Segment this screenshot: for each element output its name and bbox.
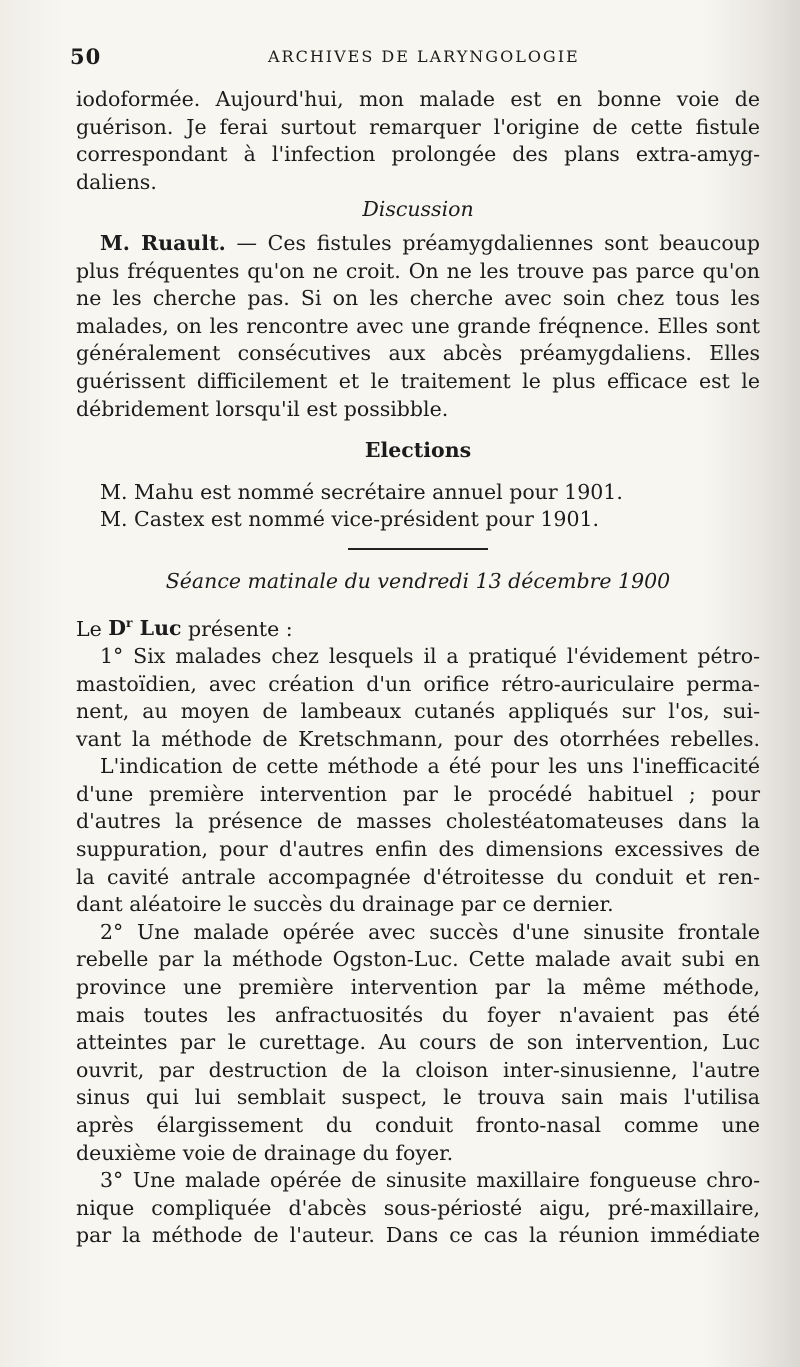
text-line: L'indication de cette méthode a été pour les uns l'inefficacité bbox=[100, 754, 760, 779]
paragraph-fistule bbox=[76, 86, 760, 196]
text-line: la cavité antrale accompagnée d'étroitesse du conduit et ren- bbox=[76, 864, 760, 889]
running-head: ARCHIVES DE LARYNGOLOGIE bbox=[268, 47, 580, 66]
elections-heading: Elections bbox=[364, 438, 472, 463]
text-line: correspondant à l'infection prolongée des plans extra-amyg- bbox=[76, 142, 760, 167]
text-line: plus fréquentes qu'on ne croit. On ne les trouve pas parce qu'on bbox=[76, 258, 760, 283]
text-line: ouvrit, par destruction de la cloison inter-sinusienne, l'autre bbox=[76, 1057, 760, 1082]
page-header bbox=[70, 44, 760, 74]
text-line: iodoformée. Aujourd'hui, mon malade est en bonne voie de bbox=[76, 87, 760, 111]
text-line: 2° Une malade opérée avec succès d'une sinusite frontale bbox=[100, 919, 760, 944]
text-line: province une première intervention par la même méthode, bbox=[76, 975, 760, 1000]
text-line: guérison. Je ferai surtout remarquer l'origine de cette fistule bbox=[76, 114, 760, 139]
text-line: d'autres la présence de masses cholestéatomateuses dans la bbox=[76, 809, 760, 834]
text-line: sinus qui lui semblait suspect, le trouva sain mais l'utilisa bbox=[76, 1085, 760, 1110]
text-line: par la méthode de l'auteur. Dans ce cas la réunion immédiate bbox=[76, 1223, 760, 1248]
item-2 bbox=[76, 919, 760, 1167]
text-line: deuxième voie de drainage du foyer. bbox=[76, 1140, 454, 1165]
text-line: vant la méthode de Kretschmann, pour des otorrhées rebelles. bbox=[76, 726, 760, 751]
text-line: 3° Une malade opérée de sinusite maxillaire fongueuse chro- bbox=[100, 1168, 760, 1193]
text-line bbox=[76, 610, 760, 643]
luc-intro bbox=[76, 610, 760, 643]
text-line: après élargissement du conduit fronto-nasal comme une bbox=[76, 1113, 760, 1138]
text-line: mais toutes les anfractuosités du foyer n'avaient pas été bbox=[76, 1002, 760, 1027]
text-line: nent, au moyen de lambeaux cutanés appliqués sur l'os, sui- bbox=[76, 699, 760, 724]
text-span: D bbox=[108, 616, 127, 641]
superscript: r bbox=[126, 615, 133, 631]
text-line: guérissent difficilement et le traitement le plus efficace est le bbox=[76, 368, 760, 393]
seance-heading: Séance matinale du vendredi 13 décembre 1900 bbox=[165, 568, 671, 593]
election-item: M. Castex est nommé vice-président pour 1901. bbox=[100, 507, 600, 532]
text-line: daliens. bbox=[76, 169, 157, 194]
text-line: atteintes par le curettage. Au cours de son intervention, Luc bbox=[76, 1030, 760, 1055]
text-line: débridement lorsqu'il est possibble. bbox=[76, 396, 449, 421]
item-3 bbox=[76, 1167, 760, 1250]
speaker-name: M. Ruault. bbox=[100, 230, 226, 255]
doctor-name bbox=[108, 616, 181, 640]
item-1-indication bbox=[76, 753, 760, 919]
text-line: suppuration, pour d'autres enfin des dimensions excessives de bbox=[76, 837, 760, 862]
text-span: présente : bbox=[181, 616, 293, 641]
text-line: mastoïdien, avec création d'un orifice rétro-auriculaire perma- bbox=[76, 671, 760, 696]
item-1 bbox=[76, 643, 760, 753]
page-body bbox=[76, 86, 760, 1250]
election-item: M. Mahu est nommé secrétaire annuel pour 1901. bbox=[100, 479, 623, 504]
text-span: — Ces fistules préamygdaliennes sont beaucoup bbox=[225, 230, 760, 255]
text-line: ne les cherche pas. Si on les cherche avec soin chez tous les bbox=[76, 286, 760, 311]
page-number: 50 bbox=[70, 44, 102, 69]
text-line: dant aléatoire le succès du drainage par ce dernier. bbox=[76, 892, 614, 917]
paragraph-discussion bbox=[76, 230, 760, 423]
text-span: Luc bbox=[132, 616, 182, 641]
discussion-heading: Discussion bbox=[362, 197, 474, 222]
text-span: Le bbox=[76, 616, 109, 641]
text-line: d'une première intervention par le procédé habituel ; pour bbox=[76, 781, 760, 806]
text-line: nique compliquée d'abcès sous-périosté aigu, pré-maxillaire, bbox=[76, 1195, 760, 1220]
elections-list bbox=[76, 479, 760, 534]
section-divider bbox=[348, 548, 488, 550]
text-line bbox=[76, 230, 760, 258]
text-line: généralement consécutives aux abcès préamygdaliens. Elles bbox=[76, 341, 760, 366]
text-line: rebelle par la méthode Ogston-Luc. Cette malade avait subi en bbox=[76, 947, 760, 972]
text-line: malades, on les rencontre avec une grande fréqnence. Elles sont bbox=[76, 313, 760, 338]
text-line: 1° Six malades chez lesquels il a pratiqué l'évidement pétro- bbox=[100, 643, 760, 668]
